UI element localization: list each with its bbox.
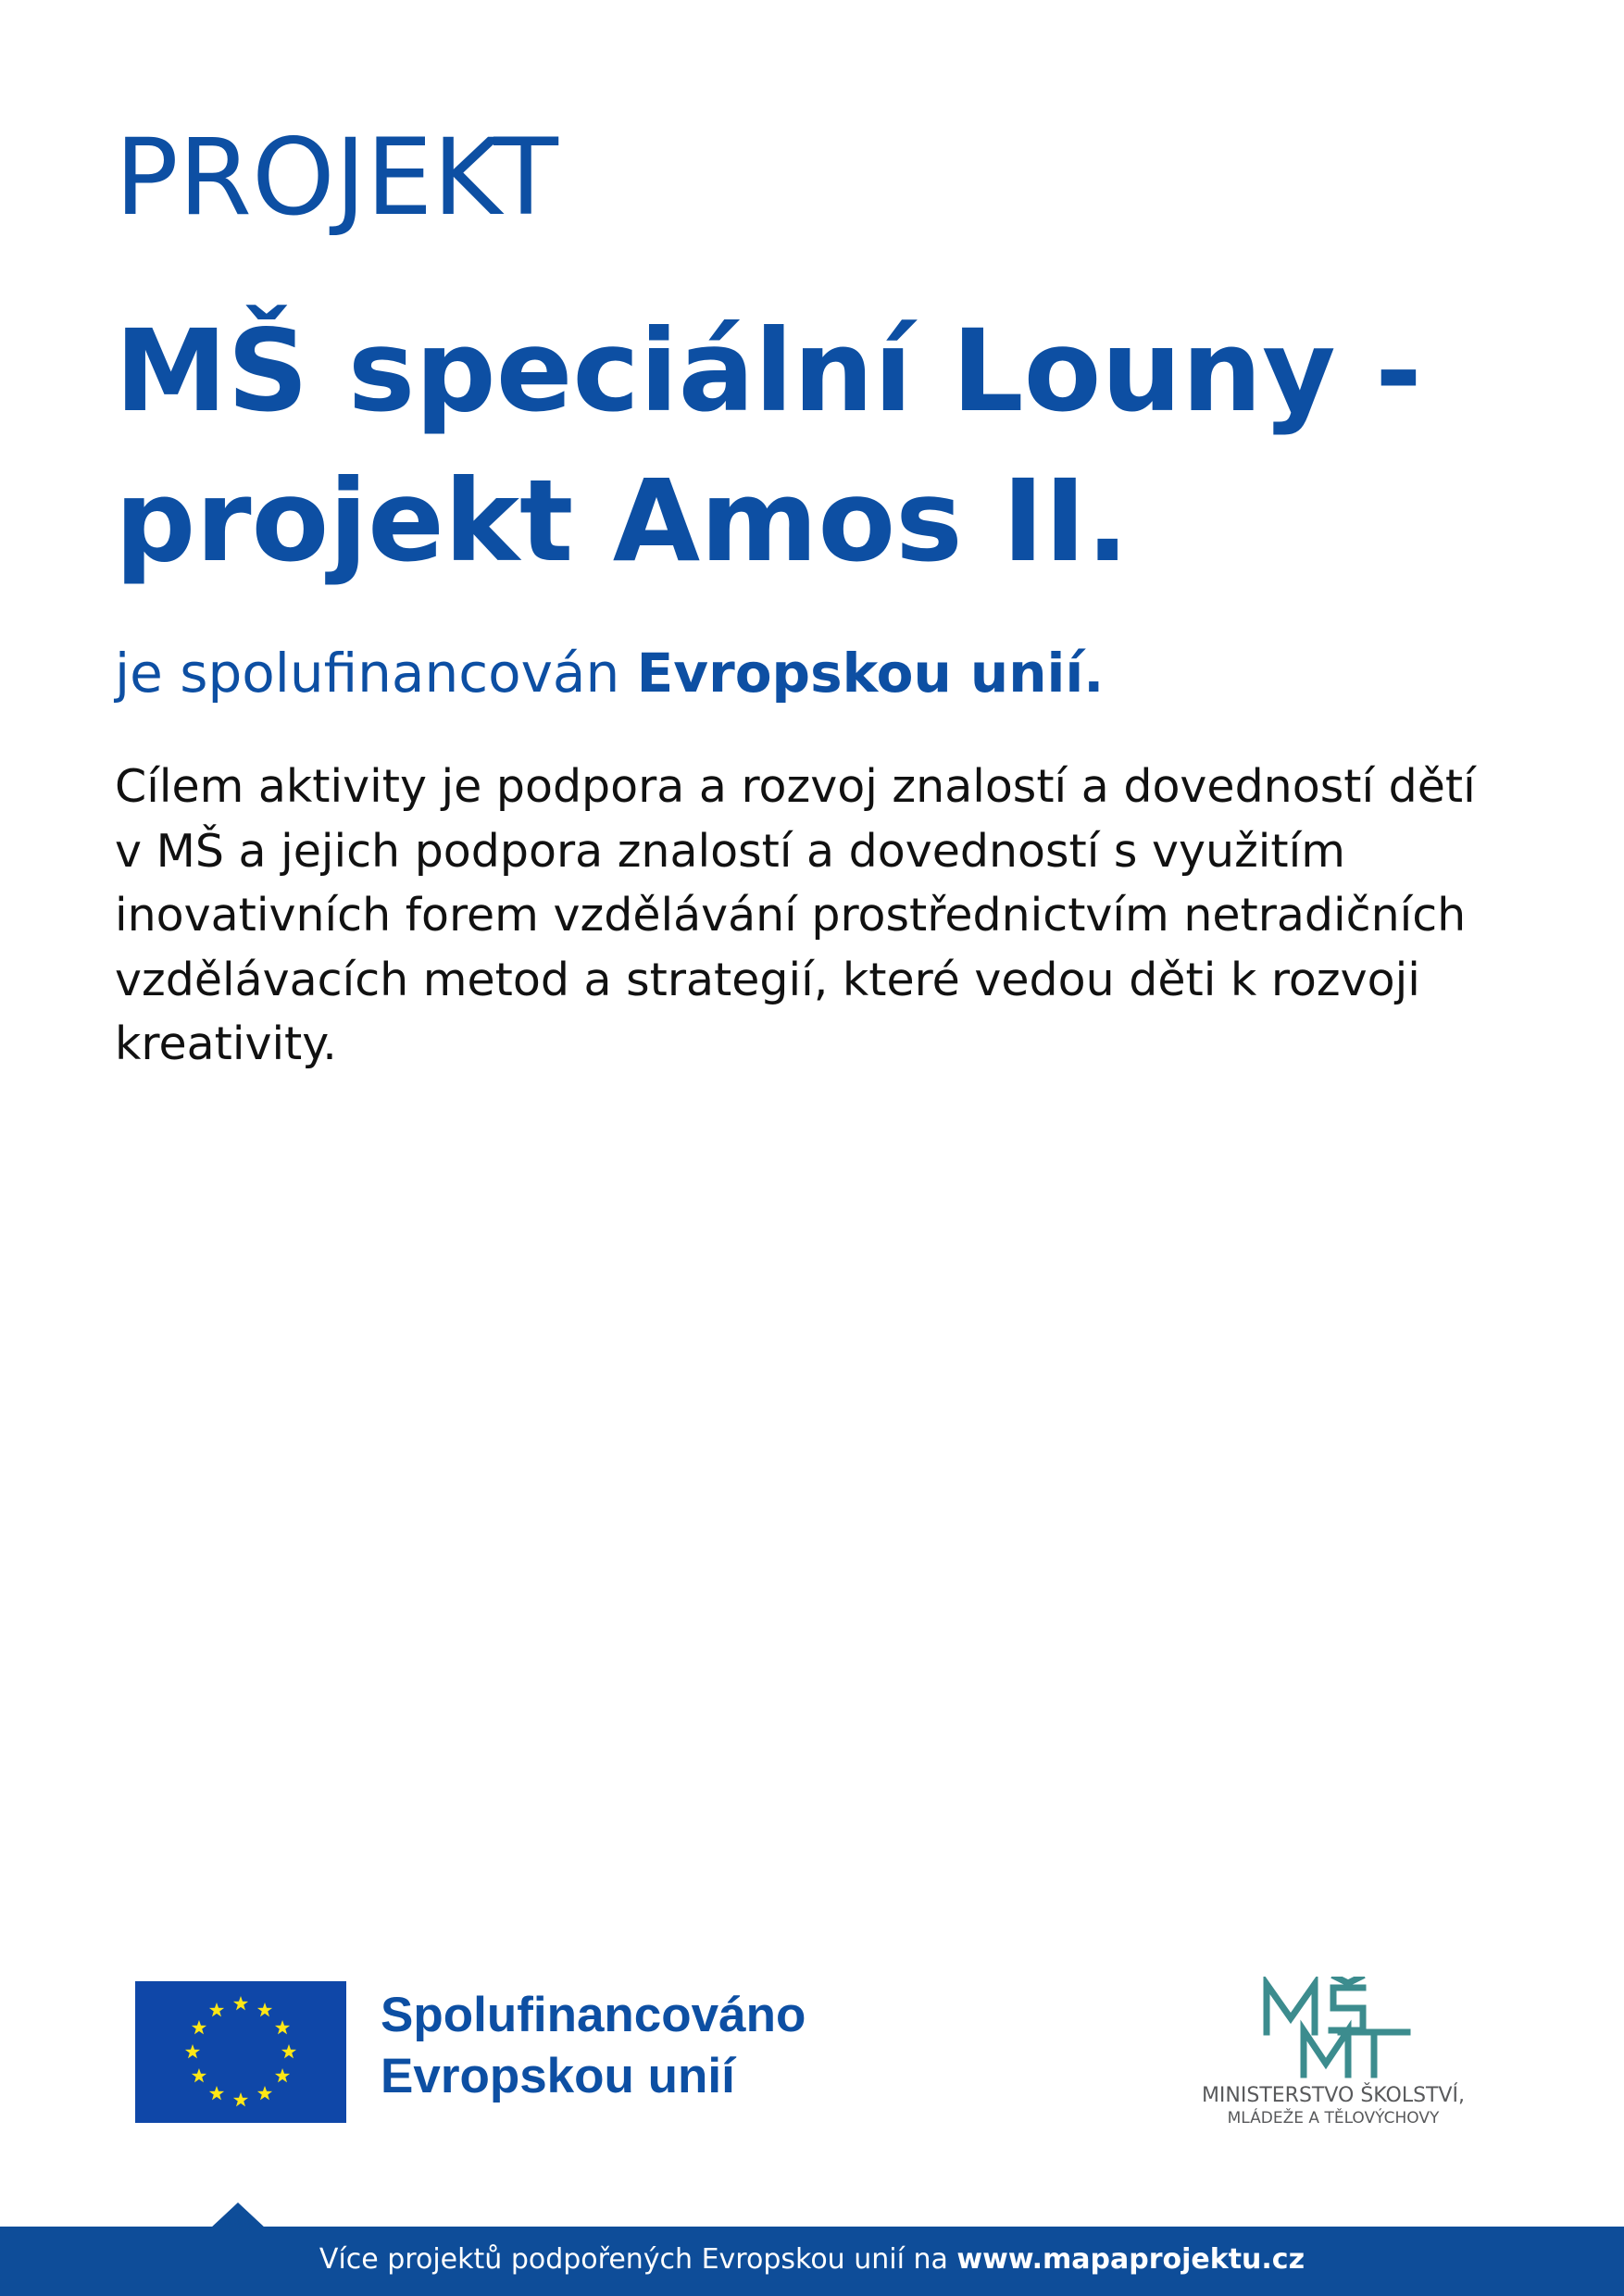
project-title-line: projekt Amos II. xyxy=(115,455,1130,587)
footer-text xyxy=(0,2238,1624,2282)
project-title xyxy=(115,296,1559,596)
msmt-letter-m-lower xyxy=(1304,2030,1348,2075)
msmt-caron xyxy=(1335,1977,1361,1983)
description-line: v MŠ a jejich podpora znalostí a dovedností s využitím xyxy=(115,824,1345,878)
description-line: Cílem aktivity je podpora a rozvoj znalostí a dovedností dětí xyxy=(115,760,1476,813)
description-line: inovativních forem vzdělávání prostřednictvím netradičních xyxy=(115,889,1467,942)
eu-logo-line: Evropskou unií xyxy=(381,2049,735,2103)
footer-link[interactable]: www.mapaprojektu.cz xyxy=(956,2243,1305,2276)
funding-prefix: je spolufinancován xyxy=(115,642,620,705)
msmt-logo-icon xyxy=(1259,1977,1417,2080)
eu-flag-icon xyxy=(135,1981,346,2123)
msmt-logo-line: MLÁDEŽE A TĚLOVÝCHOVY xyxy=(1227,2109,1440,2128)
description-line: vzdělávacích metod a strategií, které vedou děti k rozvoji xyxy=(115,953,1420,1006)
eu-cofinancing-logo xyxy=(135,1981,806,2123)
description-line: kreativity. xyxy=(115,1017,337,1070)
footer-notch-triangle xyxy=(210,2201,266,2228)
footer-prefix: Více projektů podpořených Evropskou unií na xyxy=(319,2243,948,2276)
funding-emphasis: Evropskou unií. xyxy=(636,642,1105,705)
project-title-line: MŠ speciální Louny - xyxy=(115,306,1422,437)
projekt-label: PROJEKT xyxy=(115,116,558,239)
msmt-logo xyxy=(1176,1977,1509,2128)
eu-logo-line: Spolufinancováno xyxy=(381,1988,806,2042)
funding-statement xyxy=(115,639,1104,707)
msmt-letter-m xyxy=(1267,1984,1315,2032)
eu-logo-text xyxy=(381,1985,806,2107)
project-description xyxy=(115,755,1504,1077)
msmt-logo-line: MINISTERSTVO ŠKOLSTVÍ, xyxy=(1201,2084,1466,2107)
msmt-logo-text xyxy=(1176,2084,1491,2128)
msmt-letter-s xyxy=(1331,1988,1363,2030)
